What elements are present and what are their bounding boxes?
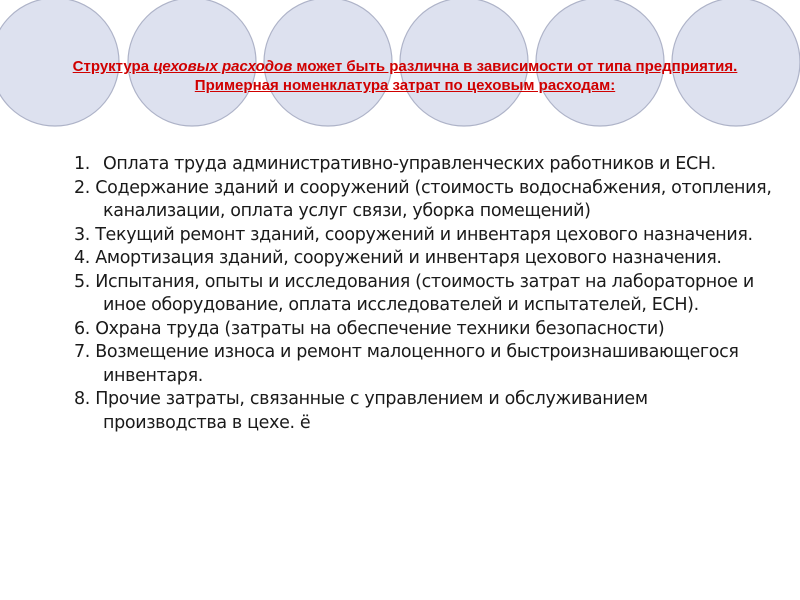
list-item: 8. Прочие затраты, связанные с управлением и обслуживанием производства в цехе. ё	[74, 389, 648, 433]
list-item: 1. Оплата труда административно-управленческих работников и ЕСН.	[74, 154, 716, 174]
list-item: 5. Испытания, опыты и исследования (стоимость затрат на лабораторное и иное оборудование, оплата исследователей и испытателей, ЕСН).	[74, 271, 754, 315]
list-item: 2. Содержание зданий и сооружений (стоимость водоснабжения, отопления, канализации, оплата услуг связи, уборка помещений)	[74, 177, 772, 221]
list-item: 3. Текущий ремонт зданий, сооружений и инвентаря цехового назначения.	[74, 224, 753, 245]
list-item: 7. Возмещение износа и ремонт малоценного и быстроизнашивающегося инвентаря.	[74, 342, 739, 386]
slide-title: Структура цеховых расходов может быть различна в зависимости от типа предприятия. Примерная номенклатура затрат по цеховым расходам:	[72, 58, 738, 94]
list-item: 4. Амортизация зданий, сооружений и инвентаря цехового назначения.	[74, 248, 722, 268]
list-item: 6. Охрана труда (затраты на обеспечение техники безопасности)	[74, 318, 665, 339]
cost-items-list	[74, 153, 774, 435]
